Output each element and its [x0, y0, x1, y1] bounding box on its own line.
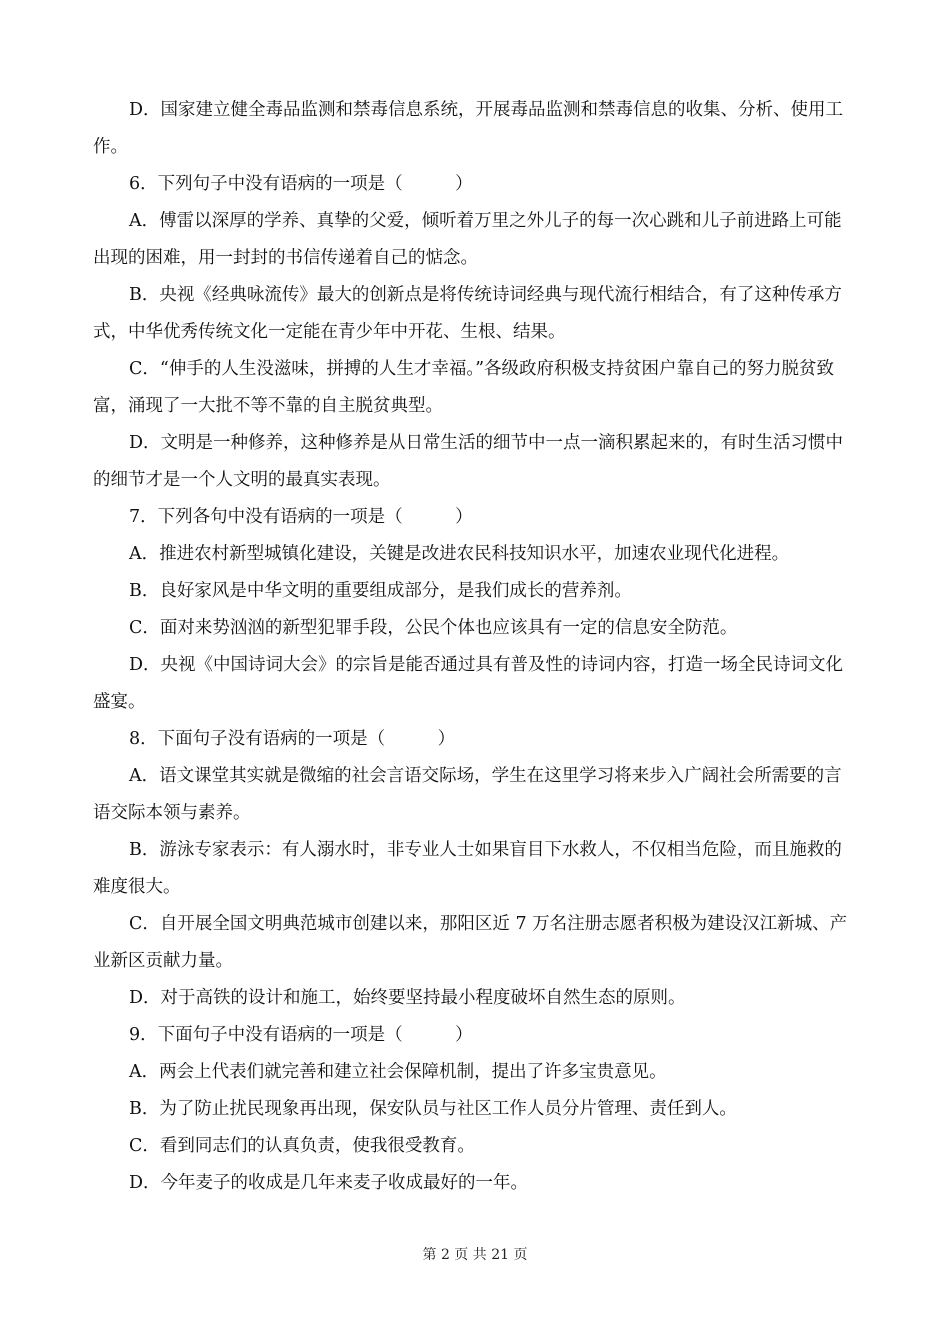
q9-option-d: D．今年麦子的收成是几年来麦子收成最好的一年。	[129, 1173, 529, 1193]
q8-option-d: D．对于高铁的设计和施工，始终要坚持最小程度破坏自然生态的原则。	[129, 988, 686, 1008]
q8-option-c: C．自开展全国文明典范城市创建以来，那阳区近 7 万名注册志愿者积极为建设汉江新城、产业新区贡献力量。	[93, 914, 848, 971]
q7-option-a: A．推进农村新型城镇化建设，关键是改进农民科技知识水平，加速农业现代化进程。	[129, 544, 790, 564]
q6-option-a: A．傅雷以深厚的学养、真挚的父爱，倾听着万里之外儿子的每一次心跳和儿子前进路上可能出现的困难，用一封封的书信传递着自己的惦念。	[93, 211, 842, 268]
q8-option-a: A．语文课堂其实就是微缩的社会言语交际场，学生在这里学习将来步入广阔社会所需要的言语交际本领与素养。	[93, 766, 842, 823]
page-footer: 第 2 页 共 21 页	[422, 1247, 528, 1263]
question-7: 7．下列各句中没有语病的一项是（ ）	[129, 507, 473, 527]
q7-option-d: D．央视《中国诗词大会》的宗旨是能否通过具有普及性的诗词内容，打造一场全民诗词文化盛宴。	[93, 655, 844, 712]
q7-option-b: B．良好家风是中华文明的重要组成部分，是我们成长的营养剂。	[129, 581, 632, 601]
q6-option-b: B．央视《经典咏流传》最大的创新点是将传统诗词经典与现代流行相结合，有了这种传承方式，中华优秀传统文化一定能在青少年中开花、生根、结果。	[93, 285, 842, 342]
q7-option-c: C．面对来势汹汹的新型犯罪手段，公民个体也应该具有一定的信息安全防范。	[129, 618, 738, 638]
q6-option-c: C．“伸手的人生没滋味，拼搏的人生才幸福。”各级政府积极支持贫困户靠自己的努力脱贫致富，涌现了一大批不等不靠的自主脱贫典型。	[93, 359, 835, 416]
q6-option-d: D．文明是一种修养，这种修养是从日常生活的细节中一点一滴积累起来的，有时生活习惯中的细节才是一个人文明的最真实表现。	[93, 433, 844, 490]
question-8: 8．下面句子没有语病的一项是（ ）	[129, 729, 456, 749]
option-d-q5-continued: D．国家建立健全毒品监测和禁毒信息系统，开展毒品监测和禁毒信息的收集、分析、使用工作。	[93, 100, 844, 157]
q9-option-a: A．两会上代表们就完善和建立社会保障机制，提出了许多宝贵意见。	[129, 1062, 667, 1082]
question-9: 9．下面句子中没有语病的一项是（ ）	[129, 1025, 473, 1045]
q8-option-b: B．游泳专家表示：有人溺水时，非专业人士如果盲目下水救人，不仅相当危险，而且施救的难度很大。	[93, 840, 842, 897]
q9-option-c: C．看到同志们的认真负责，使我很受教育。	[129, 1136, 475, 1156]
question-6: 6．下列句子中没有语病的一项是（ ）	[129, 174, 473, 194]
document-body	[93, 92, 858, 1202]
q9-option-b: B．为了防止扰民现象再出现，保安队员与社区工作人员分片管理、责任到人。	[129, 1099, 737, 1119]
